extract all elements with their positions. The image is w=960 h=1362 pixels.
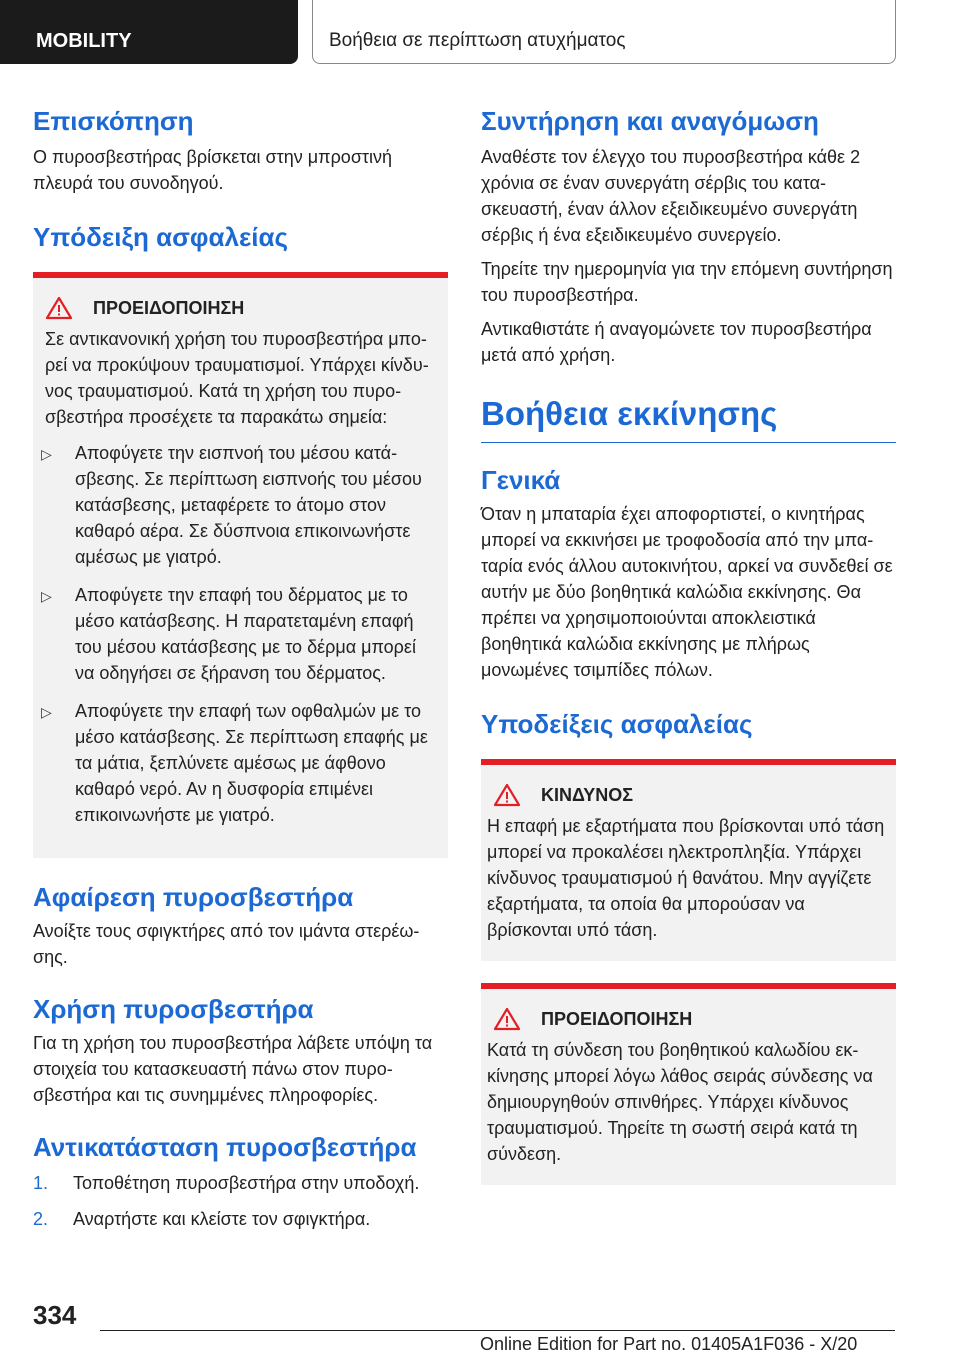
overview-text: Ο πυροσβεστήρας βρίσκεται στην μπροστινή πλευρά του συνοδηγού. (33, 147, 393, 193)
right-column (481, 100, 896, 1185)
list-item: 2. Αναρτήστε και κλείστε τον σφιγκτήρα. (33, 1209, 371, 1229)
section-tab: MOBILITY (0, 0, 298, 64)
danger-label-row (481, 783, 896, 807)
maintenance-text-3: Αντικαθιστάτε ή αναγομώνετε τον πυροσβεστήρα μετά από χρήση. (481, 319, 872, 365)
danger-box (481, 759, 896, 961)
danger-triangle-icon (493, 783, 521, 807)
warning-box (33, 272, 448, 858)
use-text: Για τη χρήση του πυροσβεστήρα λάβετε υπόψη τα στοιχεία του κατασκευαστή πάνω στον πυροσβεστήρα και τις συνημμένες πληροφορίες. (33, 1033, 433, 1105)
warning-box (481, 983, 896, 1185)
replace-steps (33, 1170, 448, 1232)
warning-list (33, 440, 448, 828)
list-item: ▷ Αποφύγετε την εισπνοή του μέσου κατάσβεσης. Σε περίπτωση εισπνοής του μέσου κατάσβεσης, μεταφέρετε το άτομο στον καθαρό αέρα. Σε δύσπνοια επικοινωνήστε αμέσως με γιατρό. (33, 440, 448, 570)
overview-heading: Επισκόπηση (33, 106, 194, 136)
bullet-triangle-icon: ▷ (41, 588, 52, 604)
warning-label-row (481, 1007, 896, 1031)
danger-text: Η επαφή με εξαρτήματα που βρίσκονται υπό τάση μπορεί να προκαλέσει ηλεκτροπληξία. Υπάρχει κίνδυνος τραυματισμού ή θανάτου. Μην αγγίζετε εξαρτήματα, τα οποία θα μπορούσαν να βρίσκονται υπό τάση. (487, 816, 885, 940)
left-column (33, 100, 448, 1242)
maintenance-text-1: Αναθέστε τον έλεγχο του πυροσβεστήρα κάθε 2 χρόνια σε έναν συνεργάτη σέρβις του κατασκευαστή, έναν άλλον εξειδικευμένο συνεργάτη σέρβις ή ένα εξειδικευμένο συνεργείο. (481, 147, 861, 245)
list-item: 1. Τοποθέτηση πυροσβεστήρα στην υποδοχή. (33, 1173, 420, 1193)
warning-text: Σε αντικανονική χρήση του πυροσβεστήρα μπορεί να προκύψουν τραυματισμοί. Υπάρχει κίνδυνος τραυματισμού. Κατά τη χρήση του πυροσβεστήρα προσέχετε τα παρακάτω σημεία: (45, 329, 429, 427)
bullet-triangle-icon: ▷ (41, 446, 52, 462)
danger-label: ΚΙΝΔΥΝΟΣ (541, 785, 634, 805)
safety-notes-heading: Υποδείξεις ασφαλείας (481, 709, 753, 739)
page-header (0, 0, 960, 70)
general-text: Όταν η μπαταρία έχει αποφορτιστεί, ο κινητήρας μπορεί να εκκινήσει με τροφοδοσία από την μπαταρία ενός άλλου αυτοκινήτου, αρκεί να συνδεθεί σε αυτήν με δύο βοηθητικά καλώδια εκκίνησης. Θα πρέπει να χρησιμοποιούνται αποκλειστικά βοηθητικά καλώδια εκκίνησης με πλήρως μονωμένες τσιμπίδες πόλων. (481, 504, 893, 680)
warning-label: ΠΡΟΕΙΔΟΠΟΙΗΣΗ (93, 298, 245, 318)
warning-triangle-icon (45, 296, 73, 320)
removal-heading: Αφαίρεση πυροσβεστήρα (33, 882, 354, 912)
warning-text: Κατά τη σύνδεση του βοηθητικού καλωδίου εκκίνησης μπορεί λόγω λάθος σειράς σύνδεσης να δημιουργηθούν σπινθήρες. Υπάρχει κίνδυνος τραυματισμού. Τηρείτε τη σωστή σειρά κατά τη σύνδεση. (487, 1040, 873, 1164)
jump-start-heading: Βοήθεια εκκίνησης (481, 395, 778, 432)
jump-start-heading-wrap (481, 392, 896, 443)
list-item: ▷ Αποφύγετε την επαφή του δέρματος με το μέσο κατάσβεσης. Η παρατεταμένη επαφή του μέσου κατάσβεσης με το δέρμα μπορεί να οδηγήσει σε ξήρανση του δέρματος. (33, 582, 448, 686)
page-number: 334 (33, 1300, 77, 1330)
warning-label: ΠΡΟΕΙΔΟΠΟΙΗΣΗ (541, 1009, 693, 1029)
maintenance-text-2: Τηρείτε την ημερομηνία για την επόμενη συντήρηση του πυροσβεστήρα. (481, 259, 893, 305)
chapter-tab: Βοήθεια σε περίπτωση ατυχήματος (312, 0, 896, 64)
maintenance-heading: Συντήρηση και αναγόμωση (481, 106, 819, 136)
footer-divider (100, 1330, 895, 1331)
edition-note: Online Edition for Part no. 01405A1F036 - X/20 (480, 1334, 858, 1354)
bullet-triangle-icon: ▷ (41, 704, 52, 720)
safety-heading: Υπόδειξη ασφαλείας (33, 222, 289, 252)
replace-heading: Αντικατάσταση πυροσβεστήρα (33, 1132, 417, 1162)
use-heading: Χρήση πυροσβεστήρα (33, 994, 314, 1024)
warning-triangle-icon (493, 1007, 521, 1031)
warning-label-row (33, 296, 448, 320)
list-item: ▷ Αποφύγετε την επαφή των οφθαλμών με το μέσο κατάσβεσης. Σε περίπτωση επαφής με τα μάτια, ξεπλύνετε αμέσως με άφθονο καθαρό νερό. Αν η δυσφορία επιμένει επικοινωνήστε με γιατρό. (33, 698, 448, 828)
removal-text: Ανοίξτε τους σφιγκτήρες από τον ιμάντα στερέωσης. (33, 921, 420, 967)
general-heading: Γενικά (481, 465, 561, 495)
